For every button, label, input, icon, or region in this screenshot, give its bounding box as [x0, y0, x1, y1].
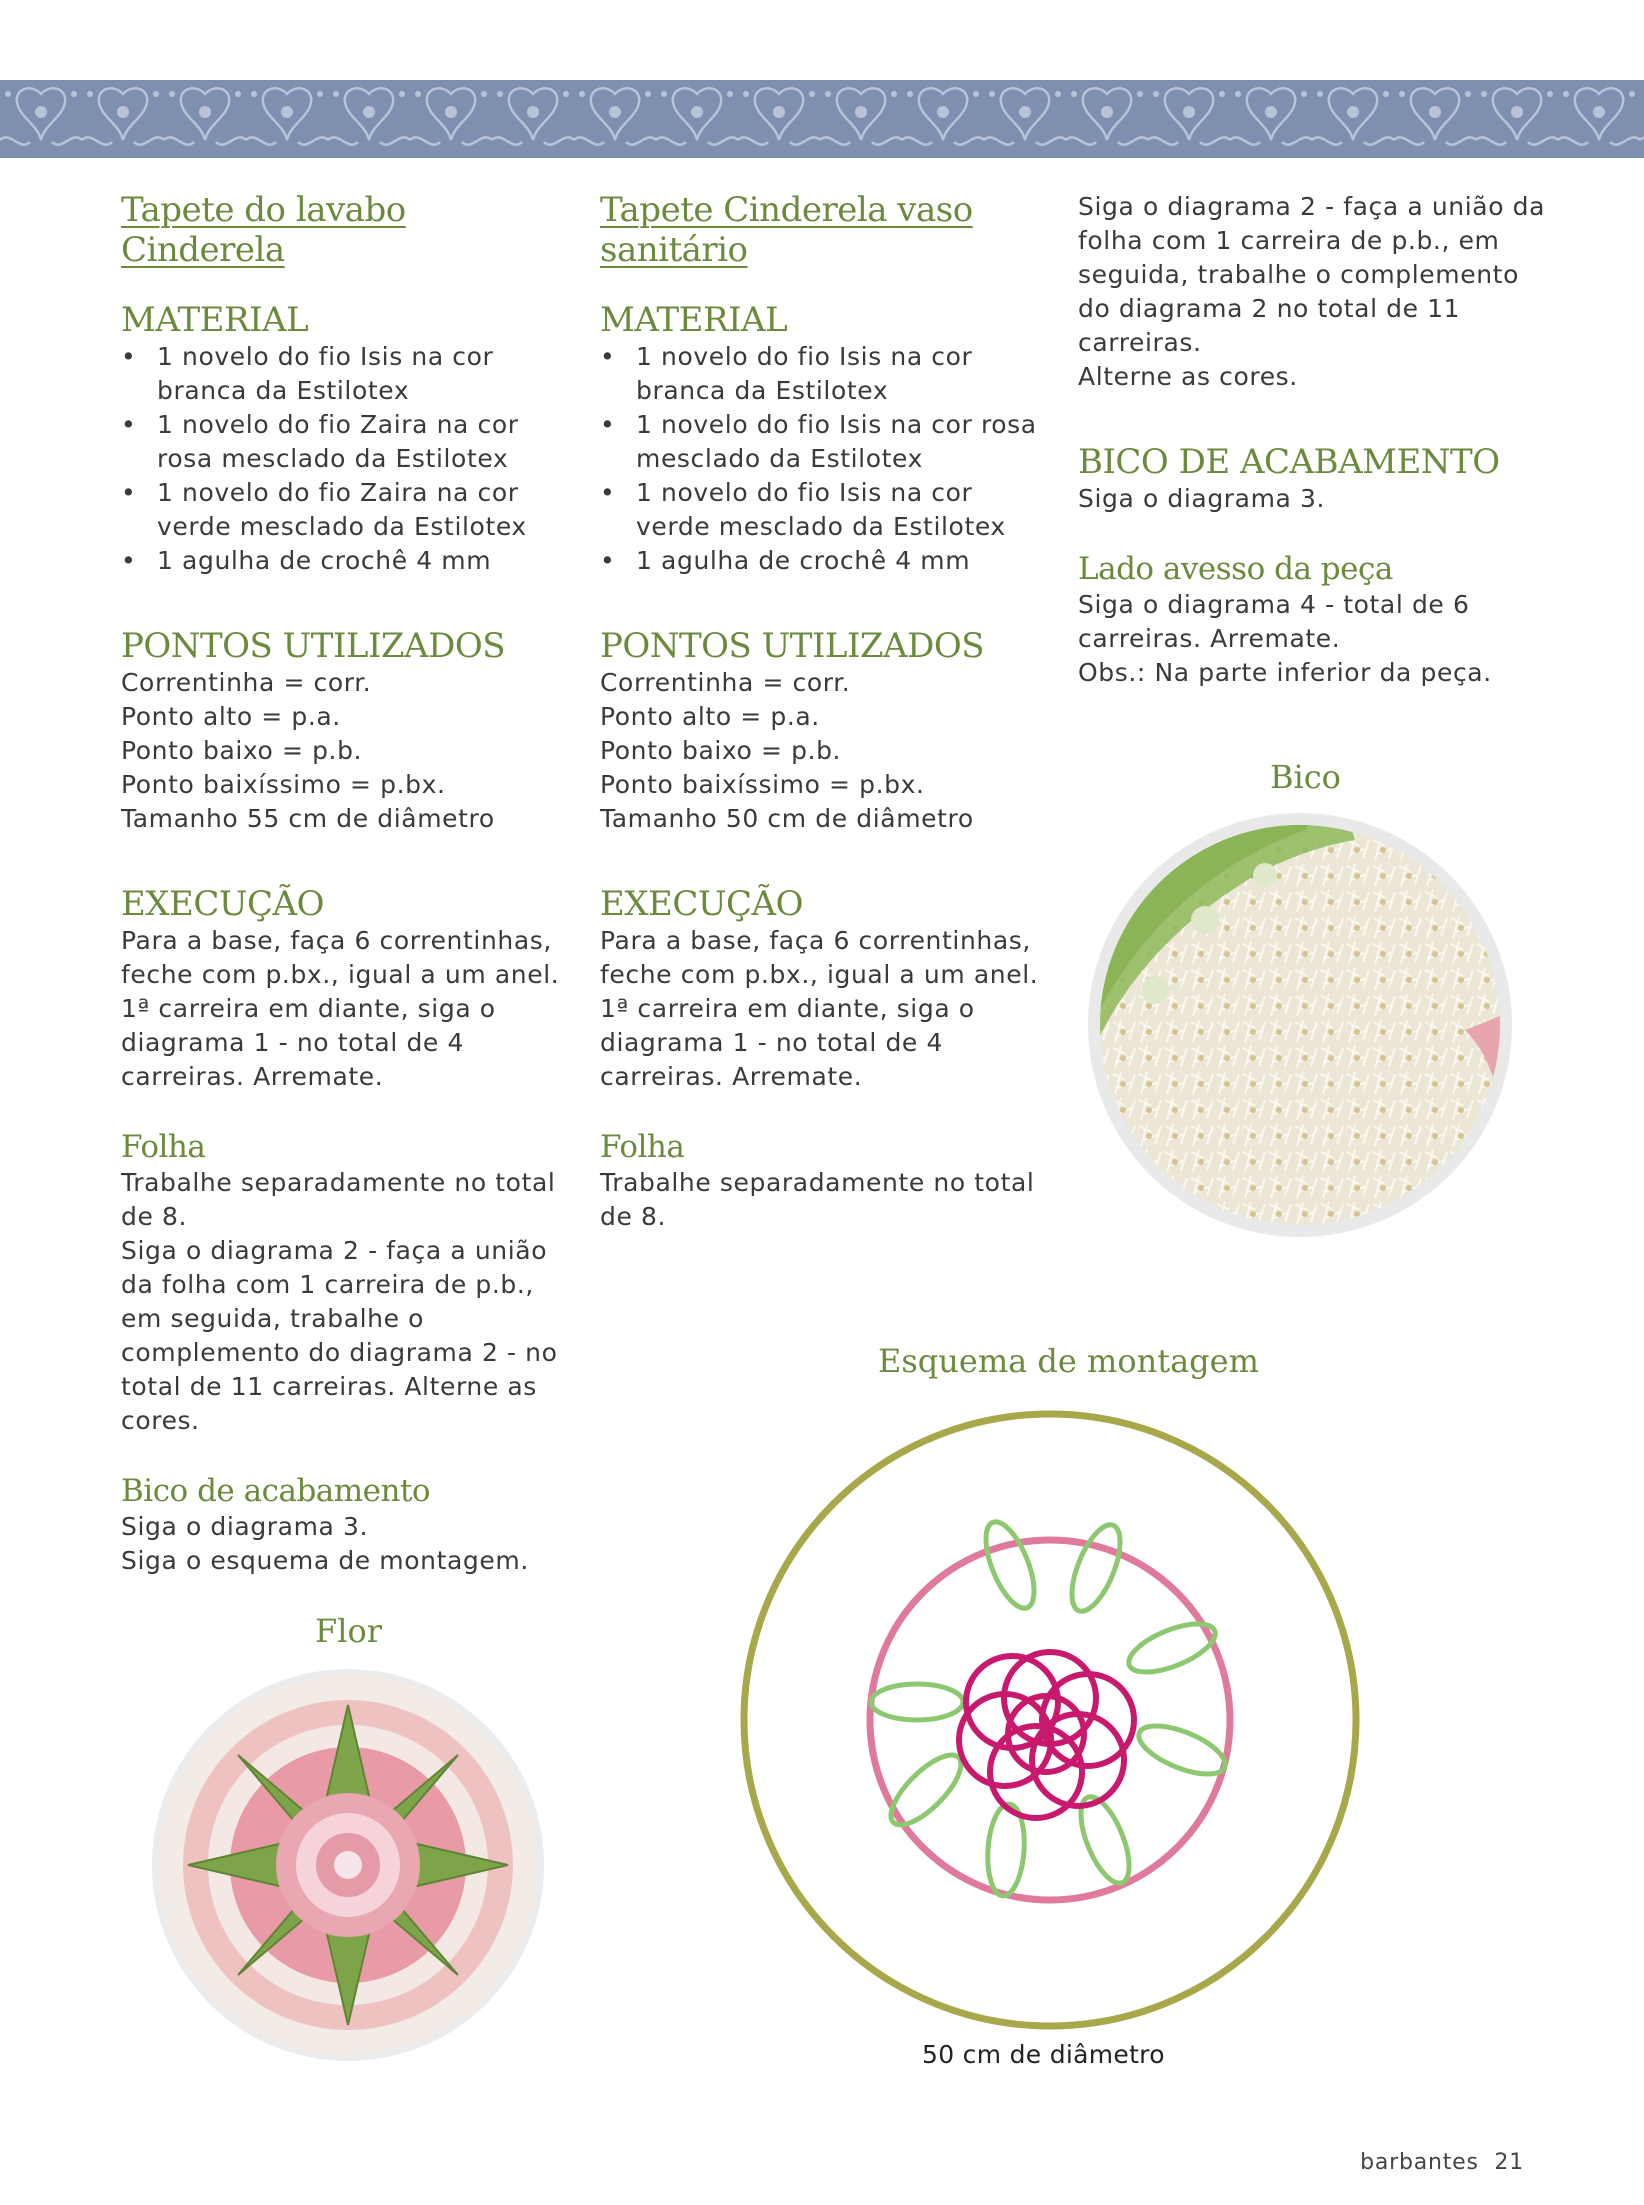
ponto-line: Ponto baixíssimo = p.bx.	[600, 770, 925, 799]
material-heading: MATERIAL	[121, 300, 309, 340]
page-number: 21	[1494, 2150, 1524, 2175]
folha-continuation-2: Alterne as cores.	[1078, 362, 1298, 391]
ponto-line: Ponto baixíssimo = p.bx.	[121, 770, 446, 799]
assembly-diagram	[730, 1400, 1370, 2040]
decorative-banner	[0, 80, 1644, 158]
ponto-line: Correntinha = corr.	[600, 668, 851, 697]
material-list	[600, 340, 1055, 578]
pontos-heading: PONTOS UTILIZADOS	[600, 626, 985, 666]
ponto-line: Ponto baixo = p.b.	[121, 736, 363, 765]
bico-text: Siga o diagrama 3.	[121, 1512, 369, 1541]
size-line: Tamanho 55 cm de diâmetro	[121, 804, 495, 833]
bico-text: Siga o diagrama 3.	[1078, 484, 1326, 513]
avesso-note: Obs.: Na parte inferior da peça.	[1078, 658, 1492, 687]
flower-rings	[959, 1652, 1134, 1818]
column-continuation	[1078, 190, 1548, 690]
avesso-text: Siga o diagrama 4 - total de 6 carreiras. Arremate.	[1078, 590, 1470, 653]
folha-heading: Folha	[600, 1129, 685, 1165]
page-footer	[1360, 2150, 1524, 2175]
title-lavabo[interactable]: Tapete do lavabo Cinderela	[121, 190, 406, 270]
bico-photo	[1085, 810, 1515, 1240]
ponto-line: Ponto alto = p.a.	[121, 702, 341, 731]
flor-caption: Flor	[315, 1612, 382, 1650]
list-item: • 1 novelo do fio Isis na cor branca da Estilotex	[121, 340, 576, 408]
folha-text: Trabalhe separadamente no total de 8.	[600, 1168, 1035, 1231]
list-item: • 1 novelo do fio Isis na cor verde mesclado da Estilotex	[600, 476, 1055, 544]
folha-text: Siga o diagrama 2 - faça a união da folha com 1 carreira de p.b., em seguida, trabalhe o complemento do diagrama 2 - no total de 11 carreiras. Alterne as cores.	[121, 1236, 558, 1435]
execucao-text: Para a base, faça 6 correntinhas, feche com p.bx., igual a um anel. 1ª carreira em diante, siga o diagrama 1 - no total de 4 carreiras. Arremate.	[121, 926, 560, 1091]
column-vaso	[600, 190, 1055, 1234]
list-item: • 1 agulha de crochê 4 mm	[121, 544, 576, 578]
list-item: • 1 novelo do fio Isis na cor branca da Estilotex	[600, 340, 1055, 408]
diameter-label: 50 cm de diâmetro	[922, 2040, 1165, 2069]
size-line: Tamanho 50 cm de diâmetro	[600, 804, 974, 833]
column-lavabo	[121, 190, 576, 1578]
list-item: • 1 novelo do fio Zaira na cor rosa mesclado da Estilotex	[121, 408, 576, 476]
ponto-line: Correntinha = corr.	[121, 668, 372, 697]
execucao-heading: EXECUÇÃO	[600, 884, 803, 924]
ponto-line: Ponto alto = p.a.	[600, 702, 820, 731]
leaf-petals	[871, 1516, 1231, 1898]
folha-heading: Folha	[121, 1129, 206, 1165]
bico-acabamento-heading: BICO DE ACABAMENTO	[1078, 442, 1500, 482]
magazine-name: barbantes	[1360, 2150, 1479, 2175]
folha-text: Trabalhe separadamente no total de 8.	[121, 1168, 556, 1231]
esquema-caption: Esquema de montagem	[878, 1342, 1259, 1380]
bico-text: Siga o esquema de montagem.	[121, 1546, 529, 1575]
folha-continuation: Siga o diagrama 2 - faça a união da folha com 1 carreira de p.b., em seguida, trabalhe o complemento do diagrama 2 no total de 11 carreiras.	[1078, 192, 1546, 357]
list-item: • 1 novelo do fio Zaira na cor verde mesclado da Estilotex	[121, 476, 576, 544]
bico-caption: Bico	[1270, 758, 1341, 796]
list-item: • 1 agulha de crochê 4 mm	[600, 544, 1055, 578]
material-heading: MATERIAL	[600, 300, 788, 340]
avesso-heading: Lado avesso da peça	[1078, 551, 1393, 587]
list-item: • 1 novelo do fio Isis na cor rosa mesclado da Estilotex	[600, 408, 1055, 476]
ponto-line: Ponto baixo = p.b.	[600, 736, 842, 765]
title-vaso[interactable]: Tapete Cinderela vaso sanitário	[600, 190, 973, 270]
execucao-heading: EXECUÇÃO	[121, 884, 324, 924]
material-list	[121, 340, 576, 578]
execucao-text: Para a base, faça 6 correntinhas, feche com p.bx., igual a um anel. 1ª carreira em diante, siga o diagrama 1 - no total de 4 carreiras. Arremate.	[600, 926, 1039, 1091]
bico-heading: Bico de acabamento	[121, 1473, 431, 1509]
flor-photo	[148, 1665, 548, 2065]
pontos-heading: PONTOS UTILIZADOS	[121, 626, 506, 666]
